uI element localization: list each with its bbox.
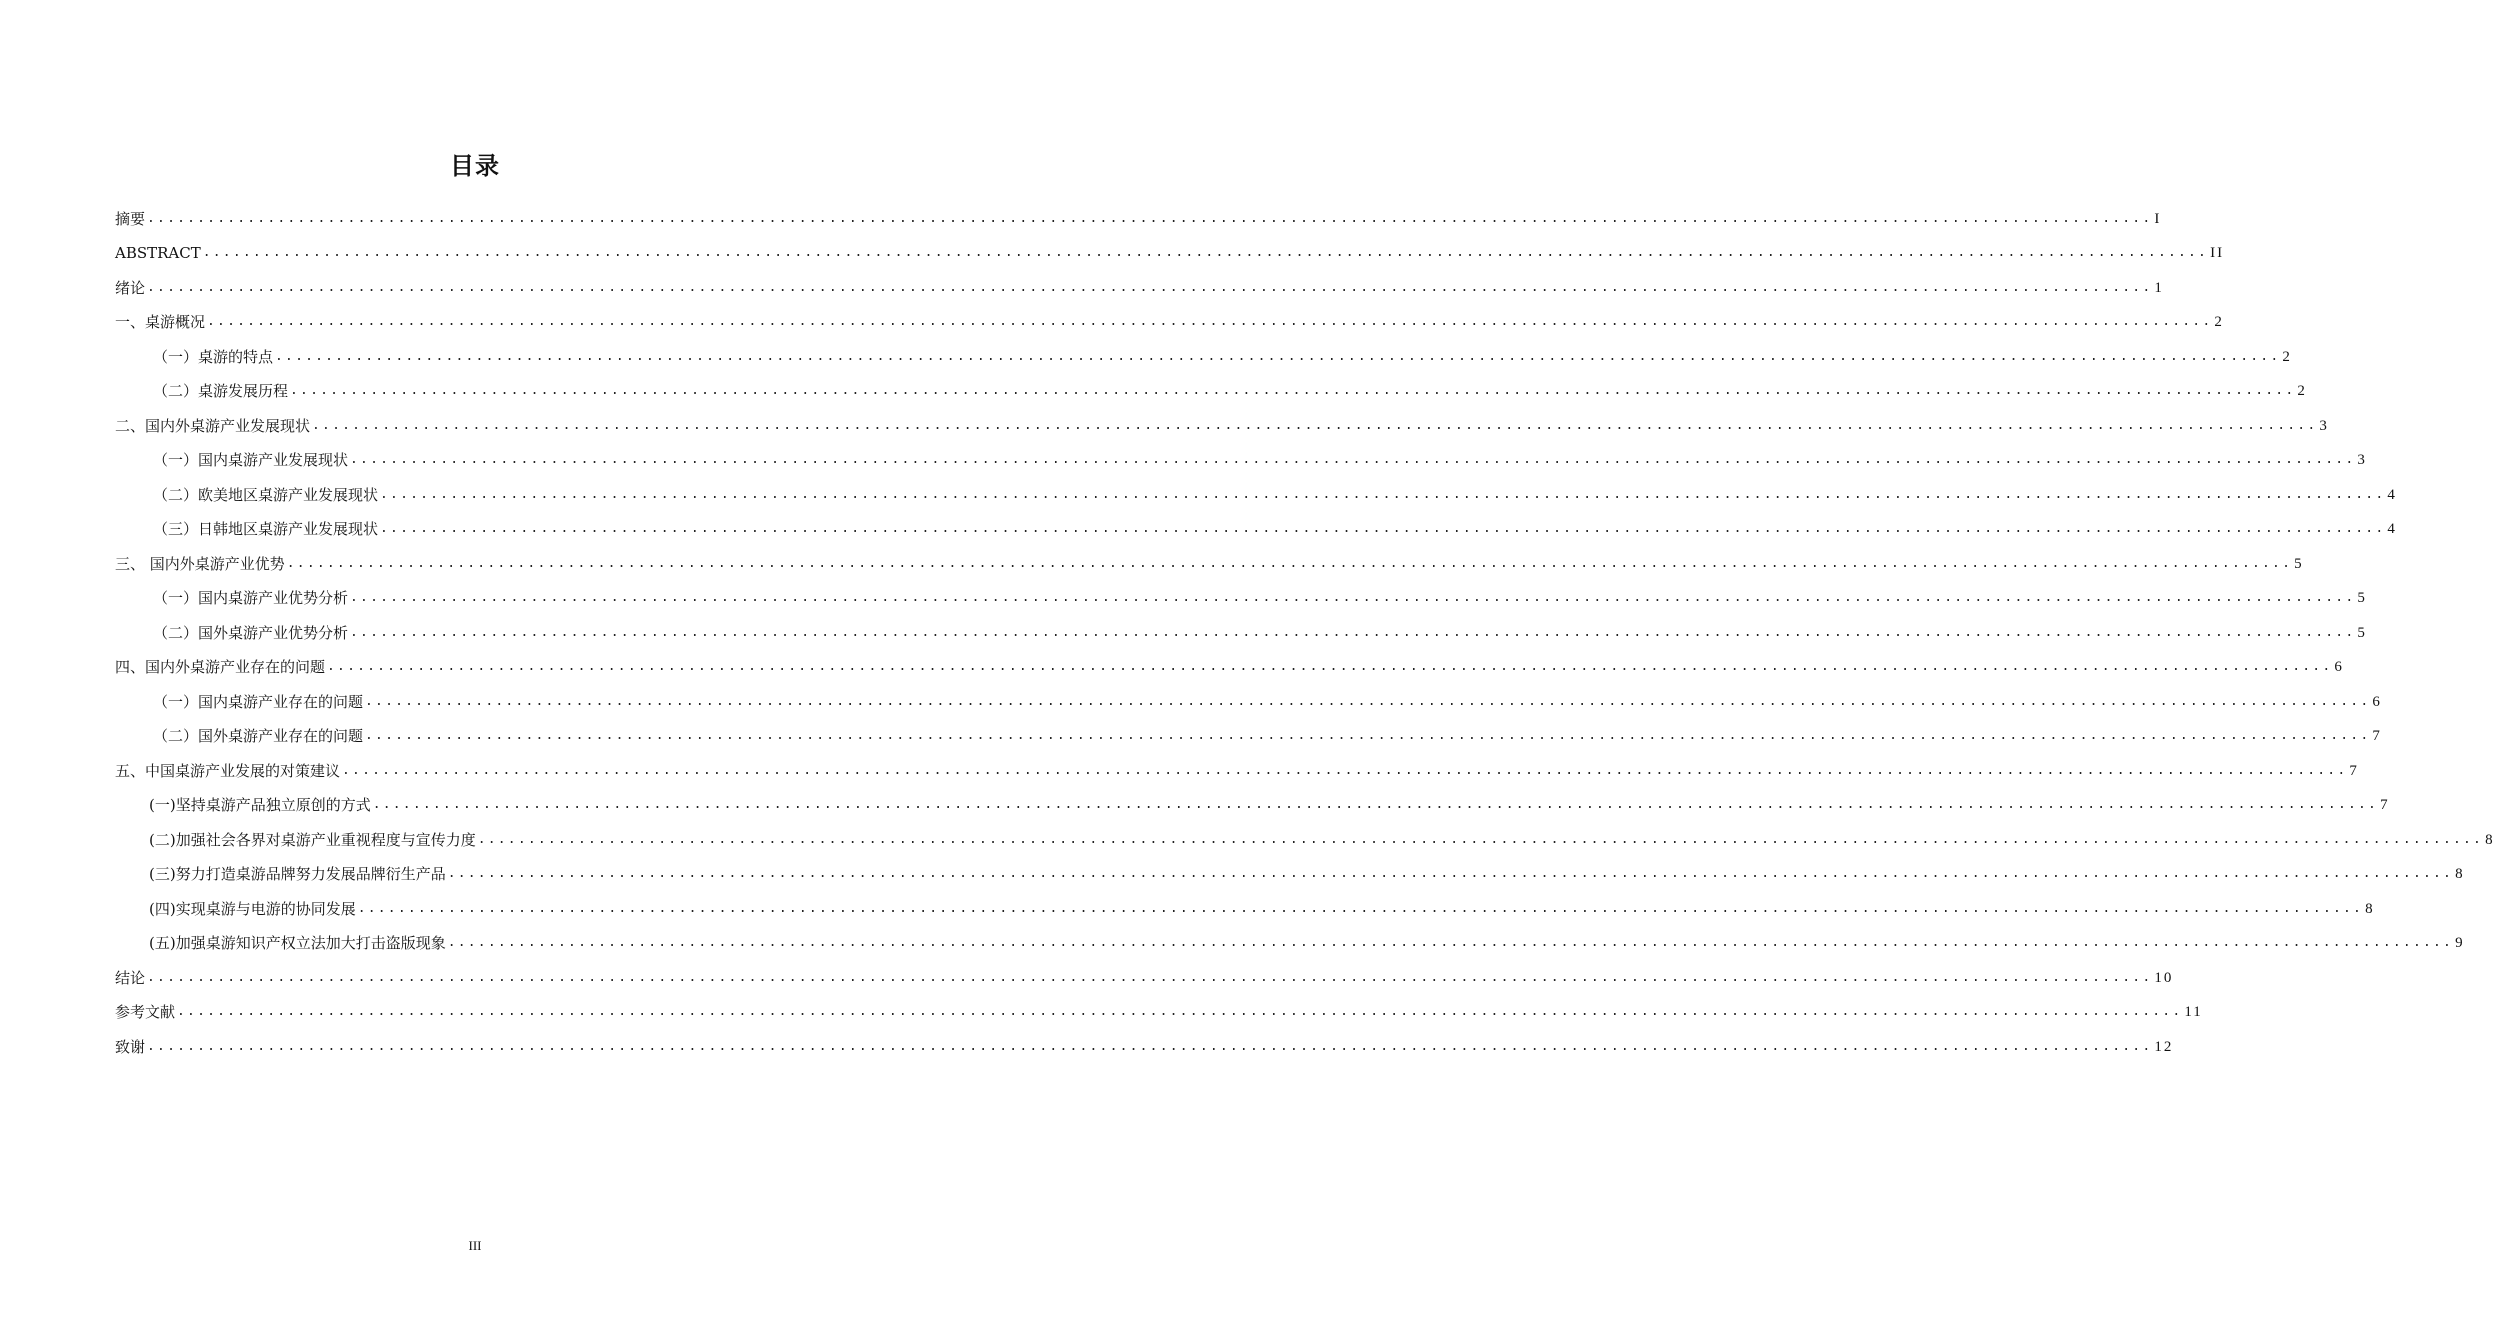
toc-dot-leader: ........................................................................................................................................................................................................ <box>207 314 2213 329</box>
toc-entry-label: (二)加强社会各界对桌游产业重视程度与宣传力度 <box>149 830 476 849</box>
toc-entry[interactable] <box>115 925 2465 960</box>
toc-entry-label: 四、国内外桌游产业存在的问题 <box>115 658 326 676</box>
toc-entry[interactable] <box>115 235 2225 270</box>
toc-entry-label: (五)加强桌游知识产权立法加大打击盗版现象 <box>149 934 446 952</box>
toc-entry[interactable] <box>115 718 2382 753</box>
toc-entry[interactable] <box>115 269 2164 304</box>
toc-entry-page: 2 <box>2214 314 2224 330</box>
toc-dot-leader: ........................................................................................................................................................................................................ <box>350 590 2356 605</box>
toc-entry-page: II <box>2210 245 2225 261</box>
toc-entry-label: （一）国内桌游产业优势分析 <box>153 589 349 607</box>
toc-entry[interactable] <box>115 580 2367 615</box>
toc-dot-leader: ........................................................................................................................................................................................................ <box>477 831 2484 847</box>
toc-entry-label: 致谢 <box>115 1037 146 1056</box>
toc-entry-page: 3 <box>2319 417 2329 434</box>
toc-dot-leader: ........................................................................................................................................................................................................ <box>350 624 2356 640</box>
toc-entry-label: （二）国外桌游产业存在的问题 <box>153 727 364 745</box>
toc-entry-page: 8 <box>2455 866 2465 882</box>
toc-dot-leader: ........................................................................................................................................................................................................ <box>380 486 2386 502</box>
toc-entry[interactable] <box>115 856 2465 891</box>
toc-dot-leader: ........................................................................................................................................................................................................ <box>327 659 2333 674</box>
toc-entry-page: 2 <box>2297 383 2307 399</box>
toc-dot-leader: ........................................................................................................................................................................................................ <box>177 1004 2183 1019</box>
toc-entry[interactable] <box>115 1028 2174 1063</box>
toc-entry-label: (一)坚持桌游产品独立原创的方式 <box>149 796 371 814</box>
toc-dot-leader: ........................................................................................................................................................................................................ <box>286 555 2293 571</box>
toc-entry-page: 5 <box>2294 555 2304 572</box>
toc-entry[interactable] <box>115 787 2390 822</box>
toc-entry-page: 4 <box>2387 521 2397 537</box>
toc-entry-label: （三）日韩地区桌游产业发展现状 <box>153 520 379 538</box>
toc-entry-page: 9 <box>2455 935 2465 951</box>
toc-entry[interactable] <box>115 752 2359 787</box>
toc-entry-label: （二）欧美地区桌游产业发展现状 <box>153 485 379 504</box>
toc-entry-label: 五、中国桌游产业发展的对策建议 <box>115 761 341 780</box>
toc-entry[interactable] <box>115 373 2307 408</box>
toc-entry-page: 12 <box>2154 1038 2174 1055</box>
toc-entry-page: 7 <box>2380 797 2390 813</box>
toc-dot-leader: ........................................................................................................................................................................................................ <box>447 935 2454 950</box>
toc-entry-label: 参考文献 <box>115 1003 176 1021</box>
toc-entry-page: 10 <box>2154 969 2174 986</box>
toc-dot-leader: ........................................................................................................................................................................................................ <box>147 969 2153 985</box>
toc-entry-label: （一）国内桌游产业发展现状 <box>153 451 349 469</box>
toc-entry-page: 6 <box>2334 659 2344 675</box>
toc-entry-label: 绪论 <box>115 278 146 297</box>
page-title: 目录 <box>450 152 500 180</box>
toc-entry[interactable] <box>115 683 2382 718</box>
toc-entry[interactable] <box>115 994 2203 1029</box>
toc-dot-leader: ........................................................................................................................................................................................................ <box>357 900 2364 916</box>
toc-entry-label: ABSTRACT <box>115 244 201 262</box>
toc-entry-page: 6 <box>2372 693 2382 710</box>
toc-dot-leader: ........................................................................................................................................................................................................ <box>342 762 2348 778</box>
toc-dot-leader: ........................................................................................................................................................................................................ <box>365 693 2371 709</box>
toc-entry[interactable] <box>115 649 2344 684</box>
toc-entry[interactable] <box>115 442 2367 477</box>
toc-entry-label: 三、 国内外桌游产业优势 <box>115 554 285 573</box>
toc-entry-page: 3 <box>2357 452 2367 468</box>
toc-dot-leader: ........................................................................................................................................................................................................ <box>202 245 2209 260</box>
toc-dot-leader: ........................................................................................................................................................................................................ <box>380 521 2386 536</box>
toc-dot-leader: ........................................................................................................................................................................................................ <box>275 348 2281 364</box>
toc-dot-leader: ........................................................................................................................................................................................................ <box>147 210 2153 226</box>
toc-entry[interactable] <box>115 821 2495 856</box>
toc-dot-leader: ........................................................................................................................................................................................................ <box>365 728 2371 743</box>
toc-entry-page: 8 <box>2365 900 2375 917</box>
toc-entry-page: 7 <box>2372 728 2382 744</box>
toc-entry[interactable] <box>115 304 2224 339</box>
toc-entry-label: （一）桌游的特点 <box>153 347 274 366</box>
toc-dot-leader: ........................................................................................................................................................................................................ <box>147 1038 2153 1054</box>
toc-entry[interactable] <box>115 545 2304 580</box>
toc-entry-page: 2 <box>2282 348 2292 365</box>
toc-dot-leader: ........................................................................................................................................................................................................ <box>447 866 2454 881</box>
toc-entry[interactable] <box>115 476 2397 511</box>
toc-entry-page: 4 <box>2387 486 2397 503</box>
toc-entry[interactable] <box>115 614 2367 649</box>
toc-dot-leader: ........................................................................................................................................................................................................ <box>290 383 2296 398</box>
toc-dot-leader: ........................................................................................................................................................................................................ <box>312 417 2318 433</box>
toc-dot-leader: ........................................................................................................................................................................................................ <box>350 452 2356 467</box>
toc-entry-page: 7 <box>2349 762 2359 779</box>
toc-entry-label: （二）国外桌游产业优势分析 <box>153 623 349 642</box>
toc-entry[interactable] <box>115 407 2329 442</box>
toc-entry[interactable] <box>115 890 2375 925</box>
toc-entry-label: 一、桌游概况 <box>115 313 206 331</box>
toc-entry-label: （二）桌游发展历程 <box>153 382 289 400</box>
toc-entry-label: 摘要 <box>115 209 146 228</box>
page-number-footer: III <box>468 1238 482 1253</box>
toc-entry-label: 二、国内外桌游产业发展现状 <box>115 416 311 435</box>
toc-dot-leader: ........................................................................................................................................................................................................ <box>147 279 2153 295</box>
table-of-contents <box>115 200 2495 1063</box>
toc-entry[interactable] <box>115 959 2174 994</box>
toc-entry-page: 1 <box>2154 279 2164 296</box>
toc-entry-label: (四)实现桌游与电游的协同发展 <box>149 899 356 918</box>
toc-entry[interactable] <box>115 200 2162 235</box>
toc-entry-label: (三)努力打造桌游品牌努力发展品牌衍生产品 <box>149 865 446 883</box>
toc-entry-page: 8 <box>2485 831 2495 848</box>
toc-entry[interactable] <box>115 338 2292 373</box>
toc-dot-leader: ........................................................................................................................................................................................................ <box>372 797 2379 812</box>
toc-entry-page: 11 <box>2184 1004 2203 1020</box>
toc-entry-page: 5 <box>2357 590 2367 606</box>
toc-entry[interactable] <box>115 511 2397 546</box>
toc-entry-label: 结论 <box>115 968 146 987</box>
toc-entry-page: I <box>2154 210 2162 227</box>
toc-entry-page: 5 <box>2357 624 2367 641</box>
toc-entry-label: （一）国内桌游产业存在的问题 <box>153 692 364 711</box>
